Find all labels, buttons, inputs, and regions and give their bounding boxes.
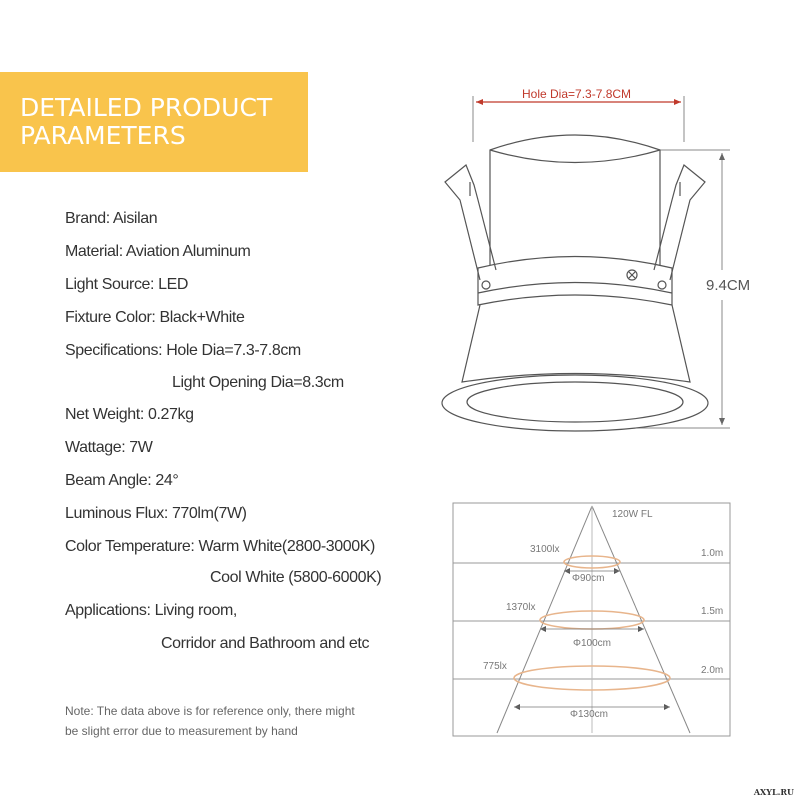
row-3-diameter: Φ130cm [570,709,608,720]
spec-luminous-flux: Luminous Flux: 770lm(7W) [65,505,247,522]
spec-color-temperature: Color Temperature: Warm White(2800-3000K) [65,538,375,555]
watermark: AXYL.RU [753,787,794,797]
spec-brand: Brand: Aisilan [65,210,158,227]
banner-title-line-1: DETAILED PRODUCT [20,93,273,122]
beam-diagram-header: 120W FL [612,509,653,520]
note-line-2: be slight error due to measurement by hand [65,724,298,738]
row-2-diameter: Φ100cm [573,638,611,649]
spec-applications: Applications: Living room, [65,602,237,619]
height-label: 9.4CM [706,277,751,294]
row-3-lux: 775lx [483,661,507,672]
banner-title-line-2: PARAMETERS [20,121,186,150]
spec-light-source: Light Source: LED [65,276,189,293]
spec-fixture-color: Fixture Color: Black+White [65,309,245,326]
spec-wattage: Wattage: 7W [65,439,153,456]
spec-light-opening: Light Opening Dia=8.3cm [172,374,344,391]
row-2-distance: 1.5m [701,606,724,617]
row-1-diameter: Φ90cm [572,573,605,584]
spec-specifications: Specifications: Hole Dia=7.3-7.8cm [65,342,301,359]
hole-dia-label: Hole Dia=7.3-7.8CM [522,87,632,101]
spec-applications-cont: Corridor and Bathroom and etc [161,635,370,652]
spec-material: Material: Aviation Aluminum [65,243,251,260]
spec-beam-angle: Beam Angle: 24° [65,472,179,489]
row-1-distance: 1.0m [701,548,724,559]
note-line-1: Note: The data above is for reference only, there might [65,704,355,718]
row-1-lux: 3100lx [530,544,560,555]
spec-cool-white: Cool White (5800-6000K) [210,569,382,586]
row-2-lux: 1370lx [506,602,536,613]
spec-net-weight: Net Weight: 0.27kg [65,406,194,423]
row-3-distance: 2.0m [701,665,724,676]
